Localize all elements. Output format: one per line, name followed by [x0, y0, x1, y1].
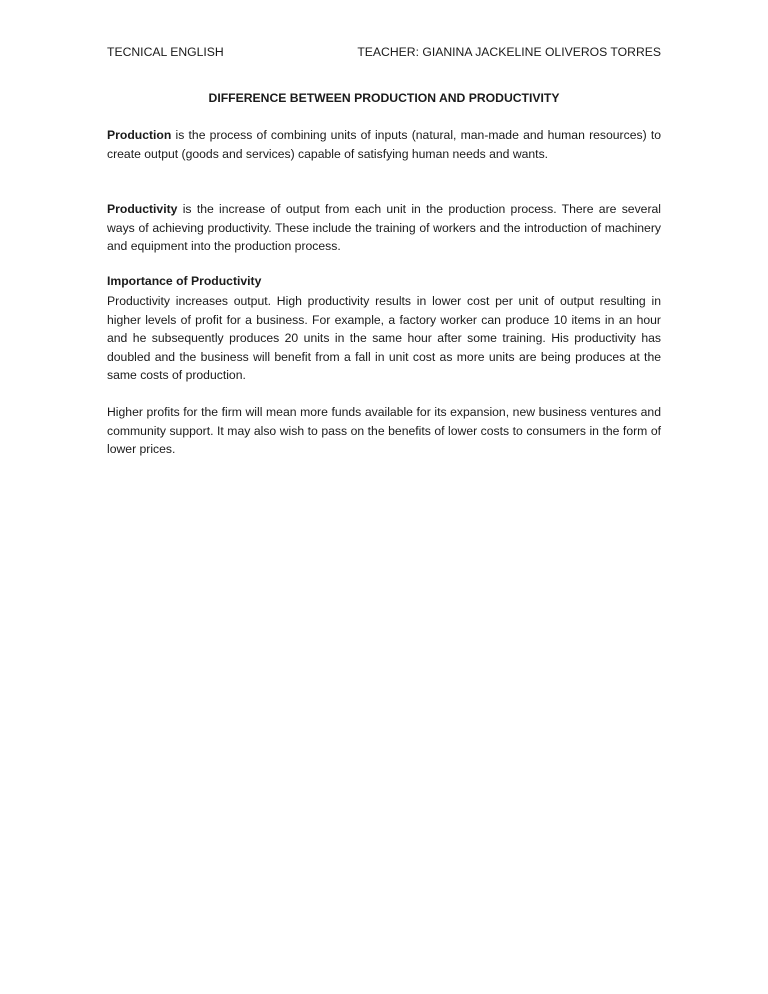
productivity-paragraph	[107, 200, 661, 256]
importance-paragraph: Productivity increases output. High productivity results in lower cost per unit of output resulting in higher levels of profit for a business. For example, a factory worker can produce 10 items in an hour and he subsequently produces 20 units in the same hour after some training. His productivity has doubled and the business will benefit from a fall in unit cost as more units are being produces at the same costs of production.	[107, 294, 661, 382]
teacher-name: TEACHER: GIANINA JACKELINE OLIVEROS TORRES	[357, 45, 661, 59]
course-name: TECNICAL ENGLISH	[107, 45, 224, 59]
production-term: Production	[107, 128, 172, 142]
productivity-term: Productivity	[107, 202, 178, 216]
production-paragraph	[107, 126, 661, 163]
page-header	[107, 44, 661, 60]
productivity-definition: is the increase of output from each unit in the production process. There are several ways of achieving productivity. These include the training of workers and the introduction of machinery and equipment into the production process.	[107, 202, 661, 253]
importance-heading: Importance of Productivity	[107, 274, 262, 288]
production-definition: is the process of combining units of inputs (natural, man-made and human resources) to create output (goods and services) capable of satisfying human needs and wants.	[107, 128, 661, 161]
profits-paragraph: Higher profits for the firm will mean more funds available for its expansion, new business ventures and community support. It may also wish to pass on the benefits of lower costs to consumers in the form of lower prices.	[107, 405, 661, 456]
document-title: DIFFERENCE BETWEEN PRODUCTION AND PRODUCTIVITY	[208, 91, 560, 105]
